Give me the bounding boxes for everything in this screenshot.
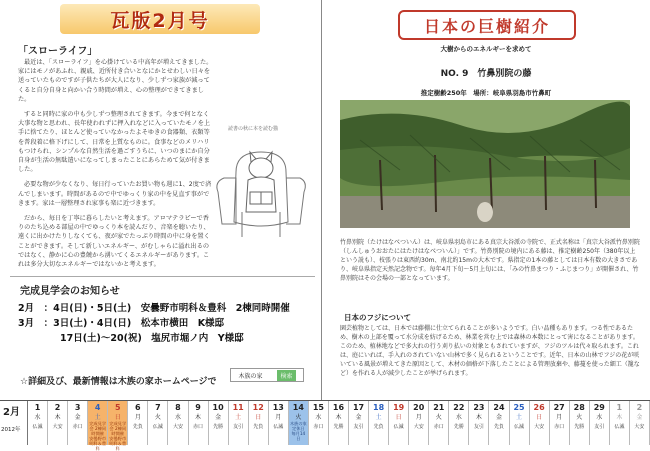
calendar-day bbox=[168, 401, 188, 445]
essay-paragraph: だから、毎日を丁寧に暮らしたいと考えます。アロマテラピーで香りのたち込める部屋の中でゆっくり本を読んだり、音楽を聴いたり、遠くに出かけたりしなくても、夜が家でたっぷり時間の中に身を置くことができます。そして新しいエネルギー、がむしゃらに溢れ出るのではなく、静かに心の豊饒から湧いてくるエネルギーがあります。これは多分大切なエネルギーではないかと考えます。 bbox=[18, 215, 210, 269]
calendar-day bbox=[349, 401, 369, 445]
calendar-rokuyo: 先勝 bbox=[213, 424, 224, 430]
calendar-weekday: 土 bbox=[375, 414, 382, 421]
left-column bbox=[0, 0, 321, 400]
calendar-date: 12 bbox=[252, 403, 264, 412]
calendar-rokuyo: 友引 bbox=[473, 424, 484, 430]
calendar-weekday: 火 bbox=[576, 414, 583, 421]
calendar-date: 13 bbox=[272, 403, 284, 412]
calendar-weekday: 金 bbox=[636, 414, 643, 421]
calendar-weekday: 月 bbox=[134, 414, 141, 421]
calendar-date: 3 bbox=[74, 403, 81, 412]
calendar-date: 11 bbox=[232, 403, 244, 412]
calendar-rokuyo: 赤口 bbox=[313, 424, 324, 430]
calendar-month: 2月 bbox=[3, 407, 20, 418]
calendar-rokuyo: 仏滅 bbox=[152, 424, 163, 430]
calendar-day bbox=[590, 401, 610, 445]
calendar-day bbox=[108, 401, 128, 451]
calendar-day bbox=[429, 401, 449, 445]
calendar-day bbox=[48, 401, 68, 445]
calendar-days bbox=[28, 401, 650, 451]
calendar-weekday: 日 bbox=[536, 414, 543, 421]
calendar-weekday: 水 bbox=[34, 414, 41, 421]
calendar-day bbox=[570, 401, 590, 445]
calendar-day bbox=[68, 401, 88, 445]
calendar-rokuyo: 仏滅 bbox=[514, 424, 525, 430]
calendar-weekday: 木 bbox=[335, 414, 342, 421]
calendar-rokuyo: 仏滅 bbox=[32, 424, 43, 430]
calendar-day bbox=[229, 401, 249, 445]
calendar-rokuyo: 友引 bbox=[353, 424, 364, 430]
tree-description: 竹鼻別院（たけはなべついん）は、岐阜県羽島市にある真宗大谷派の寺院で、正式名称は「真宗大谷派竹鼻別院（しんしゅうおおたにはたけはなべついん）」です。竹鼻別院の境内にある藤は、推定樹齢250年（380年以上という説も）、枝張りは東西約30m、南北約15mの大木です。県指定の1本の藤としては日本有数の大きさであり、岐阜県指定天然記念物です。毎年4月下旬～5月上旬には、「みの竹鼻まつり・ふじまつり」が開催され、竹鼻別院はその会場の一部となっています。 bbox=[340, 239, 640, 282]
right-column bbox=[322, 0, 650, 400]
calendar-date: 18 bbox=[373, 403, 385, 412]
calendar-day bbox=[409, 401, 429, 445]
calendar-rokuyo: 友引 bbox=[594, 424, 605, 430]
section-subtitle: 大樹からのエネルギーを求めて bbox=[440, 45, 532, 53]
essay-paragraph: 最近は、「スローライフ」を心掛けている中高年が増えてきました。家にはモノがあふれ、親戚、近所付き合いとなにかとせわしい日々を送っていたものですが子供たちが大人になり、少しずつ家族が減ってくると自分自身と向かい合う時間が増え、心の整理ができてきました。 bbox=[18, 59, 213, 103]
calendar-strip bbox=[0, 400, 650, 451]
calendar-weekday: 月 bbox=[415, 414, 422, 421]
calendar-date: 14 bbox=[292, 403, 304, 412]
calendar-weekday: 木 bbox=[54, 414, 61, 421]
calendar-event: 完成見学会 2棟同時開催 安曇野市 明科＆豊科 bbox=[89, 421, 107, 451]
calendar-date: 26 bbox=[533, 403, 545, 412]
calendar-date: 27 bbox=[553, 403, 565, 412]
calendar-date: 9 bbox=[195, 403, 201, 412]
calendar-event: 完成見学会 2棟同時開催 安曇野市 明科＆豊科 bbox=[109, 421, 127, 451]
cat-sketch bbox=[206, 112, 316, 252]
cat-reading-illustration bbox=[206, 112, 316, 252]
calendar-rokuyo: 先勝 bbox=[333, 424, 344, 430]
illustration-caption: 読書の秋に本を読む猫 bbox=[228, 126, 279, 132]
essay-title: 「スローライフ」 bbox=[18, 46, 98, 57]
calendar-day bbox=[610, 401, 630, 445]
calendar-rokuyo: 仏滅 bbox=[614, 424, 625, 430]
calendar-day bbox=[88, 401, 108, 451]
open-house-title: 完成見学会のお知らせ bbox=[20, 286, 120, 297]
calendar-date: 8 bbox=[175, 403, 181, 412]
website-footnote: ☆詳細及び、最新情報は木族の家ホームページで bbox=[20, 377, 217, 387]
calendar-weekday: 火 bbox=[295, 414, 302, 421]
calendar-rokuyo: 赤口 bbox=[554, 424, 565, 430]
wisteria-section-title: 日本のフジについて bbox=[344, 313, 412, 322]
calendar-date: 5 bbox=[114, 403, 121, 412]
essay-paragraph: 必要な物が少なくなり、毎日行っていたお買い物も週に1、2度で済んでしまいます。時間があるので中でゆっくり家の中を見直す事ができます。家は一層整理され家事も楽に近づきます。 bbox=[18, 181, 212, 207]
calendar-date: 23 bbox=[473, 403, 485, 412]
calendar-date: 21 bbox=[433, 403, 445, 412]
open-house-row: 3月 ：3日(土)・4日(日) 松本市横田 K様邸 bbox=[18, 318, 225, 329]
calendar-date: 7 bbox=[155, 403, 161, 412]
calendar-rokuyo: 友引 bbox=[233, 424, 244, 430]
masthead-title: 日本の巨樹紹介 bbox=[423, 16, 550, 36]
calendar-rokuyo: 先負 bbox=[132, 424, 143, 430]
calendar-rokuyo: 大安 bbox=[52, 424, 63, 430]
calendar-rokuyo: 先負 bbox=[373, 424, 384, 430]
calendar-date: 2 bbox=[54, 403, 61, 412]
calendar-rokuyo: 赤口 bbox=[72, 424, 83, 430]
calendar-event: 木族の家 定休日 毎月14日 bbox=[289, 421, 307, 441]
calendar-date: 10 bbox=[212, 403, 224, 412]
calendar-rokuyo: 先負 bbox=[253, 424, 264, 430]
calendar-date: 25 bbox=[513, 403, 525, 412]
calendar-rokuyo: 先勝 bbox=[574, 424, 585, 430]
calendar-date: 24 bbox=[493, 403, 505, 412]
calendar-rokuyo: 赤口 bbox=[433, 424, 444, 430]
calendar-day bbox=[389, 401, 409, 445]
calendar-rokuyo: 大安 bbox=[413, 424, 424, 430]
calendar-day bbox=[209, 401, 229, 445]
calendar-day bbox=[369, 401, 389, 445]
calendar-year: 2012年 bbox=[1, 427, 21, 433]
tree-meta: 推定樹齢250年 場所：岐阜県羽島市竹鼻町 bbox=[420, 89, 552, 97]
calendar-weekday: 水 bbox=[455, 414, 462, 421]
calendar-rokuyo: 赤口 bbox=[193, 424, 204, 430]
search-banner[interactable] bbox=[230, 368, 304, 382]
calendar-weekday: 土 bbox=[516, 414, 523, 421]
calendar-weekday: 金 bbox=[215, 414, 222, 421]
calendar-day bbox=[530, 401, 550, 445]
calendar-date: 2 bbox=[636, 403, 643, 412]
calendar-day bbox=[550, 401, 570, 445]
calendar-date: 15 bbox=[312, 403, 324, 412]
calendar-weekday: 月 bbox=[275, 414, 282, 421]
calendar-date: 28 bbox=[573, 403, 585, 412]
calendar-weekday: 金 bbox=[74, 414, 81, 421]
calendar-weekday: 金 bbox=[495, 414, 502, 421]
calendar-weekday: 木 bbox=[475, 414, 482, 421]
calendar-day bbox=[329, 401, 349, 445]
section-divider bbox=[10, 276, 315, 277]
wisteria-section-text: 園芸植物としては、日本では藤棚に仕立てられることが多いようです。白い品種もあります。つる性であるため、樹木の上部を覆って水分成を妨げるため、林業を営む上では森林の本数にとって害になることがあります。このため、植林地などで多大れの行う刈り払いの対象ともされていますが、フジのツルは代々取られます。これは、庭にいれば、手入れのされていない山林で多く見られるということです。近年、日本の山林でフジの花が咲いている風景が増えてきた原因として、木材の価格が下落したことによる管理放棄や、藤蔓を使った細工（籠など）を作れる人が減少したことが挙げられます。 bbox=[340, 325, 640, 377]
calendar-weekday: 土 bbox=[94, 414, 101, 421]
calendar-date: 22 bbox=[453, 403, 465, 412]
calendar-date: 29 bbox=[593, 403, 605, 412]
calendar-day bbox=[249, 401, 269, 445]
site-name-label: 木族の家 bbox=[238, 372, 263, 380]
calendar-date: 19 bbox=[393, 403, 405, 412]
calendar-day bbox=[510, 401, 530, 445]
calendar-day bbox=[128, 401, 148, 445]
calendar-date: 16 bbox=[332, 403, 345, 412]
calendar-weekday: 火 bbox=[154, 414, 161, 421]
calendar-weekday: 月 bbox=[556, 414, 563, 421]
calendar-day bbox=[289, 401, 309, 445]
calendar-day bbox=[309, 401, 329, 445]
calendar-rokuyo: 大安 bbox=[172, 424, 183, 430]
calendar-day bbox=[489, 401, 509, 445]
calendar-weekday: 日 bbox=[395, 414, 402, 421]
calendar-rokuyo: 大安 bbox=[534, 424, 545, 430]
calendar-rokuyo: 仏滅 bbox=[393, 424, 404, 430]
calendar-rokuyo: 先勝 bbox=[453, 424, 464, 430]
wisteria-photo bbox=[340, 100, 630, 228]
open-house-row: 17日(土)～20(祝) 塩尻市堀ノ内 Y様邸 bbox=[60, 333, 244, 344]
calendar-day bbox=[469, 401, 489, 445]
calendar-day bbox=[269, 401, 289, 445]
calendar-weekday: 水 bbox=[596, 414, 603, 421]
calendar-rokuyo: 仏滅 bbox=[273, 424, 284, 430]
giant-tree-masthead bbox=[398, 10, 576, 40]
calendar-rokuyo: 大安 bbox=[634, 424, 645, 430]
calendar-weekday: 水 bbox=[174, 414, 181, 421]
calendar-day bbox=[630, 401, 650, 445]
calendar-date: 4 bbox=[94, 403, 101, 412]
calendar-month-cell bbox=[0, 401, 28, 445]
calendar-weekday: 水 bbox=[315, 414, 322, 421]
calendar-weekday: 火 bbox=[435, 414, 442, 421]
calendar-day bbox=[189, 401, 209, 445]
tree-number-title: NO. 9 竹鼻別院の藤 bbox=[440, 69, 532, 79]
calendar-day bbox=[148, 401, 168, 445]
calendar-weekday: 金 bbox=[355, 414, 362, 421]
calendar-rokuyo: 先負 bbox=[493, 424, 504, 430]
calendar-date: 17 bbox=[352, 403, 365, 412]
essay-paragraph: すると同時に家の中も少しずつ整理されてきます。今まで何となく大事な物と思われ、長年使われずに押入れなどに入っていたモノを上手に捨てたり、ほとんど使っていなかったよそゆきの食器類、衣類等を普段着に格下げにして、日常を上質なものに。食事などのメリハリもつけられ、シンプルな自然生活を過ごすうちに、いつのまにか自分自身が生活の無駄遣いになってしまったことにあらためて気が付きました。 bbox=[18, 111, 211, 174]
calendar-day bbox=[28, 401, 48, 445]
calendar-weekday: 木 bbox=[195, 414, 202, 421]
calendar-weekday: 土 bbox=[235, 414, 242, 421]
search-button[interactable]: 検索 bbox=[277, 370, 295, 381]
calendar-weekday: 日 bbox=[255, 414, 262, 421]
calendar-date: 1 bbox=[34, 403, 41, 412]
calendar-date: 6 bbox=[135, 403, 141, 412]
wisteria-image bbox=[340, 100, 630, 228]
calendar-date: 1 bbox=[616, 403, 623, 412]
calendar-day bbox=[449, 401, 469, 445]
calendar-weekday: 木 bbox=[616, 414, 623, 421]
calendar-weekday: 日 bbox=[114, 414, 121, 421]
newsletter-masthead bbox=[60, 4, 260, 34]
calendar-date: 20 bbox=[413, 403, 425, 412]
masthead-title: 瓦版2月号 bbox=[110, 9, 210, 32]
open-house-row: 2月 ：4日(日)・5日(土) 安曇野市明科＆豊科 2棟同時開催 bbox=[18, 303, 290, 314]
